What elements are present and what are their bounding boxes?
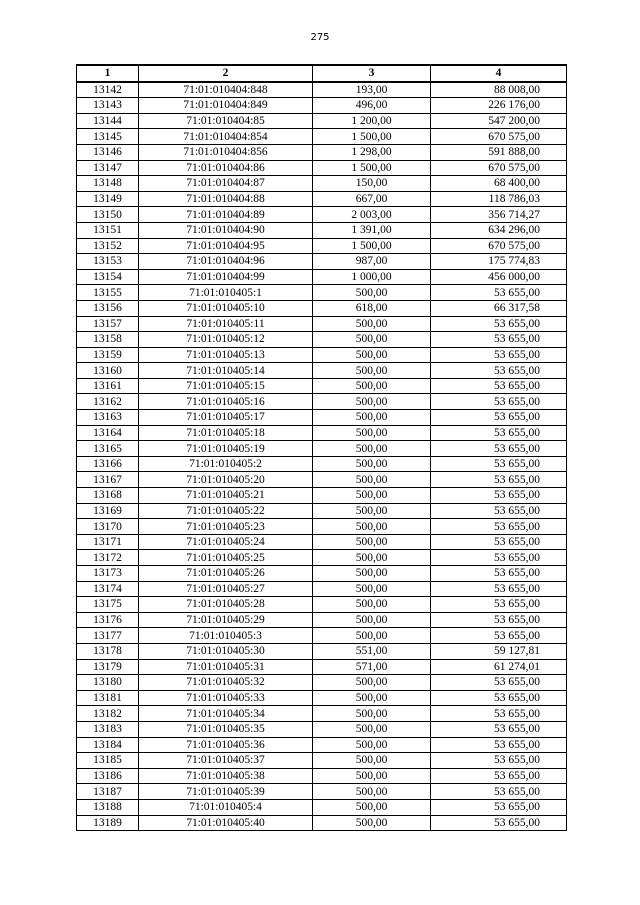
value-cell: 53 655,00 (431, 753, 567, 769)
table-row (77, 581, 567, 597)
value-cell: 53 655,00 (431, 534, 567, 550)
cadastral-number-cell: 71:01:010405:37 (139, 753, 313, 769)
row-number-cell: 13159 (77, 347, 139, 363)
value-cell: 670 575,00 (431, 129, 567, 145)
cadastral-number-cell: 71:01:010405:40 (139, 815, 313, 831)
value-cell: 53 655,00 (431, 737, 567, 753)
cadastral-number-cell: 71:01:010404:85 (139, 113, 313, 129)
value-cell: 547 200,00 (431, 113, 567, 129)
value-cell: 591 888,00 (431, 144, 567, 160)
area-cell: 1 200,00 (313, 113, 431, 129)
table-row (77, 612, 567, 628)
row-number-cell: 13175 (77, 597, 139, 613)
table-row (77, 784, 567, 800)
area-cell: 500,00 (313, 503, 431, 519)
table-row (77, 222, 567, 238)
row-number-cell: 13169 (77, 503, 139, 519)
area-cell: 987,00 (313, 254, 431, 270)
area-cell: 500,00 (313, 285, 431, 301)
cadastral-number-cell: 71:01:010405:39 (139, 784, 313, 800)
value-cell: 53 655,00 (431, 347, 567, 363)
row-number-cell: 13173 (77, 566, 139, 582)
cadastral-number-cell: 71:01:010405:30 (139, 643, 313, 659)
value-cell: 53 655,00 (431, 675, 567, 691)
row-number-cell: 13179 (77, 659, 139, 675)
row-number-cell: 13167 (77, 472, 139, 488)
row-number-cell: 13181 (77, 690, 139, 706)
area-cell: 500,00 (313, 566, 431, 582)
row-number-cell: 13188 (77, 799, 139, 815)
table-row (77, 378, 567, 394)
area-cell: 500,00 (313, 378, 431, 394)
row-number-cell: 13180 (77, 675, 139, 691)
table-row (77, 332, 567, 348)
cadastral-number-cell: 71:01:010405:11 (139, 316, 313, 332)
column-header-3: 3 (313, 65, 431, 82)
area-cell: 571,00 (313, 659, 431, 675)
area-cell: 500,00 (313, 332, 431, 348)
area-cell: 1 000,00 (313, 269, 431, 285)
value-cell: 670 575,00 (431, 160, 567, 176)
area-cell: 500,00 (313, 581, 431, 597)
area-cell: 500,00 (313, 425, 431, 441)
area-cell: 500,00 (313, 799, 431, 815)
value-cell: 53 655,00 (431, 378, 567, 394)
area-cell: 500,00 (313, 597, 431, 613)
table-row (77, 269, 567, 285)
area-cell: 500,00 (313, 550, 431, 566)
table-row (77, 675, 567, 691)
cadastral-number-cell: 71:01:010404:856 (139, 144, 313, 160)
value-cell: 53 655,00 (431, 721, 567, 737)
table-row (77, 472, 567, 488)
area-cell: 150,00 (313, 176, 431, 192)
value-cell: 53 655,00 (431, 566, 567, 582)
value-cell: 118 786,03 (431, 191, 567, 207)
cadastral-number-cell: 71:01:010405:26 (139, 566, 313, 582)
value-cell: 53 655,00 (431, 706, 567, 722)
table-body (77, 82, 567, 831)
value-cell: 53 655,00 (431, 425, 567, 441)
area-cell: 500,00 (313, 347, 431, 363)
table-row (77, 363, 567, 379)
area-cell: 1 391,00 (313, 222, 431, 238)
cadastral-number-cell: 71:01:010405:34 (139, 706, 313, 722)
row-number-cell: 13153 (77, 254, 139, 270)
row-number-cell: 13184 (77, 737, 139, 753)
row-number-cell: 13161 (77, 378, 139, 394)
cadastral-number-cell: 71:01:010405:21 (139, 488, 313, 504)
value-cell: 53 655,00 (431, 503, 567, 519)
cadastral-number-cell: 71:01:010404:848 (139, 82, 313, 98)
cadastral-number-cell: 71:01:010405:19 (139, 441, 313, 457)
area-cell: 1 500,00 (313, 129, 431, 145)
row-number-cell: 13148 (77, 176, 139, 192)
data-table (76, 64, 567, 831)
value-cell: 634 296,00 (431, 222, 567, 238)
table-row (77, 394, 567, 410)
area-cell: 500,00 (313, 410, 431, 426)
row-number-cell: 13168 (77, 488, 139, 504)
cadastral-number-cell: 71:01:010405:16 (139, 394, 313, 410)
value-cell: 59 127,81 (431, 643, 567, 659)
value-cell: 88 008,00 (431, 82, 567, 98)
table-row (77, 207, 567, 223)
row-number-cell: 13189 (77, 815, 139, 831)
cadastral-number-cell: 71:01:010404:89 (139, 207, 313, 223)
row-number-cell: 13144 (77, 113, 139, 129)
table-row (77, 300, 567, 316)
table-row (77, 566, 567, 582)
value-cell: 226 176,00 (431, 98, 567, 114)
cadastral-number-cell: 71:01:010405:12 (139, 332, 313, 348)
row-number-cell: 13183 (77, 721, 139, 737)
value-cell: 53 655,00 (431, 363, 567, 379)
value-cell: 53 655,00 (431, 597, 567, 613)
table-row (77, 768, 567, 784)
value-cell: 456 000,00 (431, 269, 567, 285)
table-row (77, 238, 567, 254)
cadastral-number-cell: 71:01:010405:3 (139, 628, 313, 644)
row-number-cell: 13177 (77, 628, 139, 644)
table-row (77, 316, 567, 332)
value-cell: 61 274,01 (431, 659, 567, 675)
table-row (77, 597, 567, 613)
row-number-cell: 13146 (77, 144, 139, 160)
cadastral-number-cell: 71:01:010405:23 (139, 519, 313, 535)
row-number-cell: 13156 (77, 300, 139, 316)
cadastral-number-cell: 71:01:010405:31 (139, 659, 313, 675)
cadastral-number-cell: 71:01:010404:88 (139, 191, 313, 207)
row-number-cell: 13155 (77, 285, 139, 301)
value-cell: 670 575,00 (431, 238, 567, 254)
table-row (77, 176, 567, 192)
area-cell: 500,00 (313, 768, 431, 784)
area-cell: 500,00 (313, 441, 431, 457)
row-number-cell: 13147 (77, 160, 139, 176)
area-cell: 500,00 (313, 721, 431, 737)
row-number-cell: 13163 (77, 410, 139, 426)
cadastral-number-cell: 71:01:010404:95 (139, 238, 313, 254)
row-number-cell: 13151 (77, 222, 139, 238)
value-cell: 53 655,00 (431, 394, 567, 410)
cadastral-number-cell: 71:01:010405:1 (139, 285, 313, 301)
table-row (77, 534, 567, 550)
cadastral-number-cell: 71:01:010405:35 (139, 721, 313, 737)
row-number-cell: 13157 (77, 316, 139, 332)
row-number-cell: 13165 (77, 441, 139, 457)
cadastral-number-cell: 71:01:010404:99 (139, 269, 313, 285)
table-row (77, 643, 567, 659)
row-number-cell: 13171 (77, 534, 139, 550)
table-row (77, 659, 567, 675)
area-cell: 2 003,00 (313, 207, 431, 223)
value-cell: 53 655,00 (431, 628, 567, 644)
table-row (77, 347, 567, 363)
row-number-cell: 13170 (77, 519, 139, 535)
table-row (77, 737, 567, 753)
cadastral-number-cell: 71:01:010405:33 (139, 690, 313, 706)
row-number-cell: 13160 (77, 363, 139, 379)
table-row (77, 550, 567, 566)
cadastral-number-cell: 71:01:010405:28 (139, 597, 313, 613)
value-cell: 356 714,27 (431, 207, 567, 223)
table-row (77, 441, 567, 457)
row-number-cell: 13150 (77, 207, 139, 223)
cadastral-number-cell: 71:01:010405:25 (139, 550, 313, 566)
value-cell: 53 655,00 (431, 472, 567, 488)
value-cell: 68 400,00 (431, 176, 567, 192)
table-row (77, 410, 567, 426)
table-row (77, 503, 567, 519)
row-number-cell: 13166 (77, 456, 139, 472)
cadastral-number-cell: 71:01:010404:96 (139, 254, 313, 270)
cadastral-number-cell: 71:01:010405:32 (139, 675, 313, 691)
value-cell: 53 655,00 (431, 768, 567, 784)
area-cell: 551,00 (313, 643, 431, 659)
value-cell: 53 655,00 (431, 690, 567, 706)
table-row (77, 799, 567, 815)
row-number-cell: 13176 (77, 612, 139, 628)
area-cell: 500,00 (313, 784, 431, 800)
row-number-cell: 13162 (77, 394, 139, 410)
cadastral-number-cell: 71:01:010405:10 (139, 300, 313, 316)
cadastral-number-cell: 71:01:010404:87 (139, 176, 313, 192)
area-cell: 500,00 (313, 737, 431, 753)
table-row (77, 98, 567, 114)
value-cell: 53 655,00 (431, 815, 567, 831)
area-cell: 1 500,00 (313, 238, 431, 254)
area-cell: 500,00 (313, 456, 431, 472)
column-header-2: 2 (139, 65, 313, 82)
value-cell: 53 655,00 (431, 316, 567, 332)
area-cell: 500,00 (313, 488, 431, 504)
row-number-cell: 13142 (77, 82, 139, 98)
area-cell: 500,00 (313, 612, 431, 628)
value-cell: 53 655,00 (431, 332, 567, 348)
value-cell: 53 655,00 (431, 581, 567, 597)
table-row (77, 254, 567, 270)
cadastral-number-cell: 71:01:010405:13 (139, 347, 313, 363)
row-number-cell: 13182 (77, 706, 139, 722)
page-number: 275 (310, 32, 330, 43)
table-row (77, 488, 567, 504)
cadastral-number-cell: 71:01:010405:38 (139, 768, 313, 784)
cadastral-number-cell: 71:01:010405:36 (139, 737, 313, 753)
value-cell: 53 655,00 (431, 784, 567, 800)
row-number-cell: 13154 (77, 269, 139, 285)
table-row (77, 815, 567, 831)
cadastral-number-cell: 71:01:010405:20 (139, 472, 313, 488)
area-cell: 500,00 (313, 519, 431, 535)
row-number-cell: 13186 (77, 768, 139, 784)
area-cell: 500,00 (313, 706, 431, 722)
cadastral-number-cell: 71:01:010404:90 (139, 222, 313, 238)
area-cell: 500,00 (313, 675, 431, 691)
row-number-cell: 13158 (77, 332, 139, 348)
cadastral-number-cell: 71:01:010405:27 (139, 581, 313, 597)
table-row (77, 160, 567, 176)
table-row (77, 285, 567, 301)
table-row (77, 753, 567, 769)
area-cell: 618,00 (313, 300, 431, 316)
row-number-cell: 13164 (77, 425, 139, 441)
area-cell: 500,00 (313, 628, 431, 644)
table-row (77, 144, 567, 160)
table-row (77, 425, 567, 441)
value-cell: 53 655,00 (431, 550, 567, 566)
cadastral-number-cell: 71:01:010404:849 (139, 98, 313, 114)
row-number-cell: 13172 (77, 550, 139, 566)
table-row (77, 129, 567, 145)
row-number-cell: 13174 (77, 581, 139, 597)
table-row (77, 706, 567, 722)
row-number-cell: 13149 (77, 191, 139, 207)
table-row (77, 628, 567, 644)
area-cell: 500,00 (313, 394, 431, 410)
table-row (77, 82, 567, 98)
area-cell: 496,00 (313, 98, 431, 114)
cadastral-number-cell: 71:01:010405:22 (139, 503, 313, 519)
cadastral-number-cell: 71:01:010405:4 (139, 799, 313, 815)
value-cell: 53 655,00 (431, 612, 567, 628)
area-cell: 193,00 (313, 82, 431, 98)
value-cell: 53 655,00 (431, 519, 567, 535)
value-cell: 53 655,00 (431, 799, 567, 815)
cadastral-number-cell: 71:01:010404:86 (139, 160, 313, 176)
value-cell: 53 655,00 (431, 488, 567, 504)
area-cell: 500,00 (313, 316, 431, 332)
table-row (77, 456, 567, 472)
area-cell: 1 500,00 (313, 160, 431, 176)
value-cell: 53 655,00 (431, 285, 567, 301)
value-cell: 66 317,58 (431, 300, 567, 316)
row-number-cell: 13145 (77, 129, 139, 145)
column-header-4: 4 (431, 65, 567, 82)
cadastral-number-cell: 71:01:010405:24 (139, 534, 313, 550)
cadastral-number-cell: 71:01:010405:14 (139, 363, 313, 379)
cadastral-number-cell: 71:01:010405:2 (139, 456, 313, 472)
area-cell: 667,00 (313, 191, 431, 207)
cadastral-number-cell: 71:01:010405:29 (139, 612, 313, 628)
cadastral-number-cell: 71:01:010405:18 (139, 425, 313, 441)
table-row (77, 721, 567, 737)
table-row (77, 690, 567, 706)
area-cell: 1 298,00 (313, 144, 431, 160)
table-row (77, 191, 567, 207)
row-number-cell: 13143 (77, 98, 139, 114)
table-row (77, 113, 567, 129)
row-number-cell: 13185 (77, 753, 139, 769)
value-cell: 175 774,83 (431, 254, 567, 270)
table-row (77, 519, 567, 535)
area-cell: 500,00 (313, 472, 431, 488)
area-cell: 500,00 (313, 753, 431, 769)
area-cell: 500,00 (313, 690, 431, 706)
area-cell: 500,00 (313, 815, 431, 831)
row-number-cell: 13187 (77, 784, 139, 800)
table-header-row (77, 65, 567, 82)
cadastral-number-cell: 71:01:010405:15 (139, 378, 313, 394)
row-number-cell: 13178 (77, 643, 139, 659)
value-cell: 53 655,00 (431, 441, 567, 457)
area-cell: 500,00 (313, 534, 431, 550)
cadastral-number-cell: 71:01:010405:17 (139, 410, 313, 426)
cadastral-number-cell: 71:01:010404:854 (139, 129, 313, 145)
value-cell: 53 655,00 (431, 456, 567, 472)
value-cell: 53 655,00 (431, 410, 567, 426)
area-cell: 500,00 (313, 363, 431, 379)
row-number-cell: 13152 (77, 238, 139, 254)
column-header-1: 1 (77, 65, 139, 82)
